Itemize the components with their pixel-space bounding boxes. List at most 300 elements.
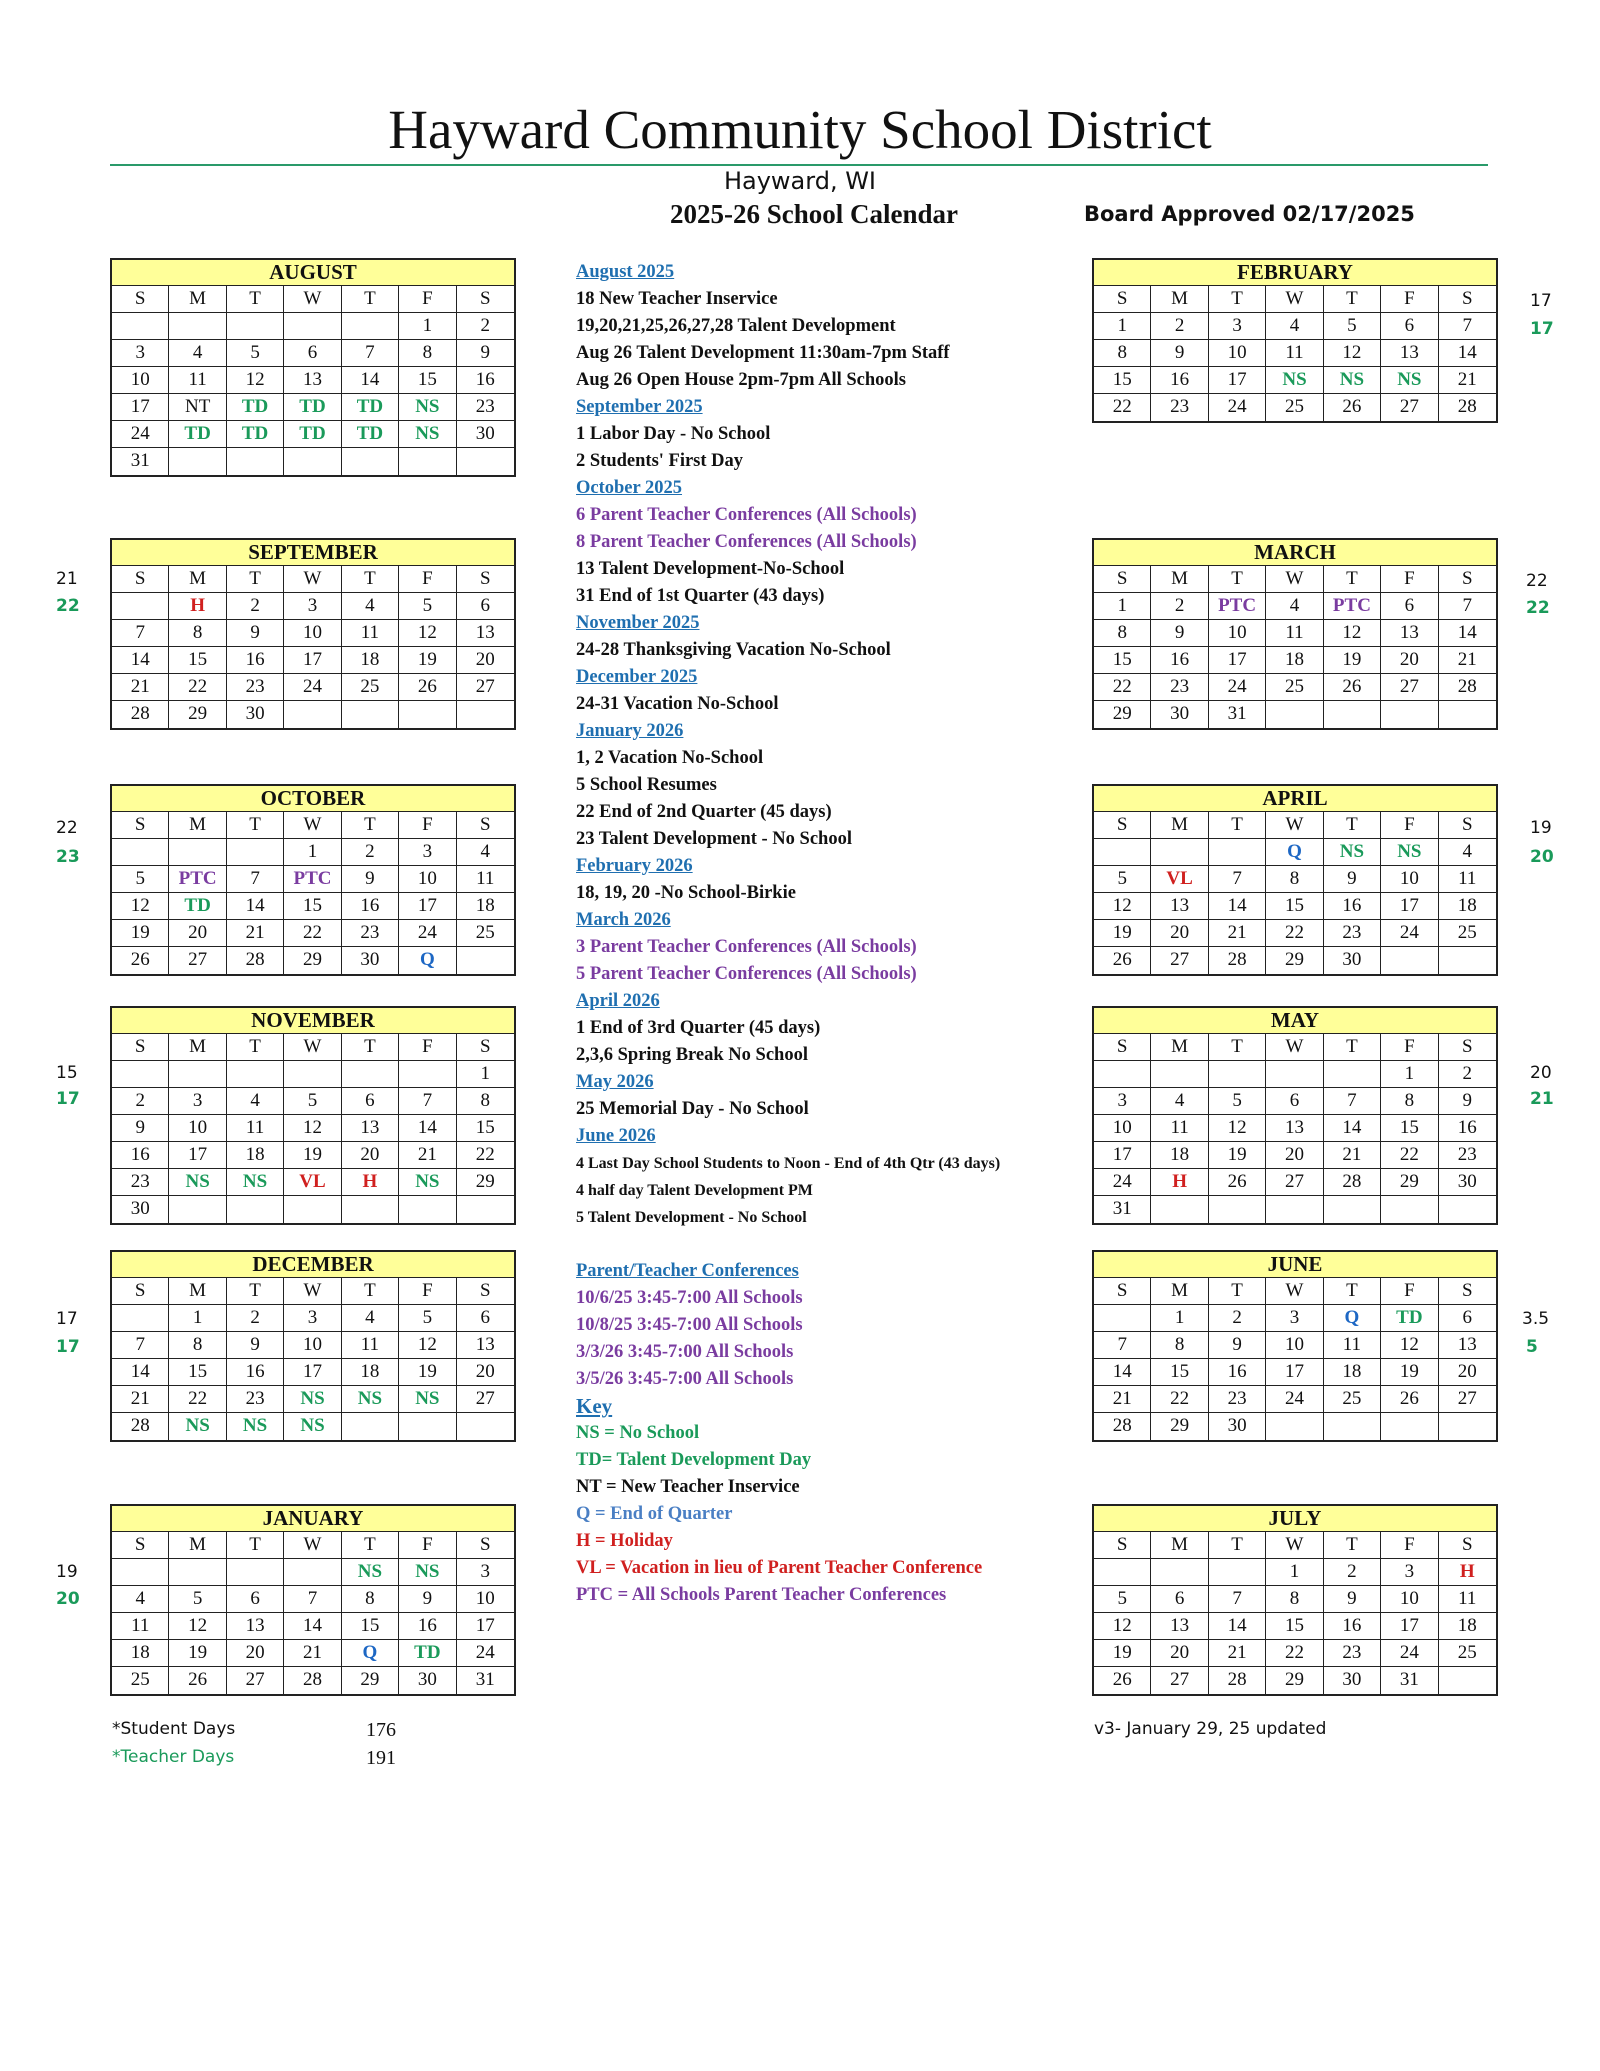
day-cell: 27 bbox=[1381, 674, 1438, 701]
day-cell bbox=[457, 1413, 514, 1440]
day-cell: 7 bbox=[1209, 866, 1266, 893]
day-cell: 11 bbox=[457, 866, 514, 893]
teacher-day-count: 21 bbox=[1530, 1089, 1554, 1109]
weekday-header: S bbox=[1094, 1278, 1151, 1305]
day-cell: 15 bbox=[1094, 647, 1151, 674]
day-cell: 13 bbox=[1151, 893, 1208, 920]
day-cell bbox=[1094, 1559, 1151, 1586]
day-cell: TD bbox=[227, 421, 284, 448]
day-cell: 18 bbox=[342, 1359, 399, 1386]
day-cell: 30 bbox=[1151, 701, 1208, 728]
weekday-header: W bbox=[284, 1278, 341, 1305]
day-cell bbox=[1266, 1061, 1323, 1088]
day-cell bbox=[112, 1559, 169, 1586]
weekday-header: T bbox=[1324, 1532, 1381, 1559]
day-cell: 19 bbox=[399, 1359, 456, 1386]
day-cell: 19 bbox=[169, 1640, 226, 1667]
day-cell: 14 bbox=[399, 1115, 456, 1142]
student-day-count: 19 bbox=[1530, 818, 1552, 838]
day-cell: 1 bbox=[1381, 1061, 1438, 1088]
day-cell: 6 bbox=[457, 1305, 514, 1332]
month-grid bbox=[1094, 1278, 1496, 1440]
day-cell: 3 bbox=[1266, 1305, 1323, 1332]
weekday-header: S bbox=[457, 286, 514, 313]
day-cell bbox=[169, 448, 226, 475]
day-cell: PTC bbox=[169, 866, 226, 893]
day-cell: 13 bbox=[457, 1332, 514, 1359]
day-cell: 30 bbox=[1324, 1667, 1381, 1694]
day-cell: 28 bbox=[1439, 674, 1496, 701]
day-cell: 24 bbox=[399, 920, 456, 947]
weekday-header: M bbox=[169, 286, 226, 313]
day-cell: 25 bbox=[457, 920, 514, 947]
month-grid bbox=[112, 1278, 514, 1440]
day-cell: 18 bbox=[112, 1640, 169, 1667]
teacher-day-count: 20 bbox=[1530, 847, 1554, 867]
weekday-header: S bbox=[1439, 812, 1496, 839]
day-cell: 14 bbox=[1439, 620, 1496, 647]
day-cell bbox=[399, 448, 456, 475]
day-cell: TD bbox=[284, 421, 341, 448]
day-cell: 8 bbox=[1266, 1586, 1323, 1613]
day-cell: 18 bbox=[1324, 1359, 1381, 1386]
weekday-header: T bbox=[1324, 812, 1381, 839]
day-cell: 14 bbox=[1094, 1359, 1151, 1386]
day-cell: 19 bbox=[399, 647, 456, 674]
day-cell: 22 bbox=[1381, 1142, 1438, 1169]
day-cell: 12 bbox=[399, 620, 456, 647]
day-cell: 12 bbox=[1381, 1332, 1438, 1359]
day-cell bbox=[284, 313, 341, 340]
day-cell: 24 bbox=[284, 674, 341, 701]
day-cell: 15 bbox=[1266, 893, 1323, 920]
day-cell: 27 bbox=[1266, 1169, 1323, 1196]
day-cell bbox=[1209, 1061, 1266, 1088]
day-cell: 9 bbox=[1439, 1088, 1496, 1115]
student-days-value: 176 bbox=[366, 1719, 396, 1741]
day-cell bbox=[169, 1196, 226, 1223]
weekday-header: S bbox=[457, 566, 514, 593]
day-cell: 1 bbox=[169, 1305, 226, 1332]
day-cell: 2 bbox=[457, 313, 514, 340]
day-cell: 7 bbox=[1094, 1332, 1151, 1359]
day-cell: 22 bbox=[1266, 1640, 1323, 1667]
note-line: Q = End of Quarter bbox=[576, 1504, 733, 1524]
student-day-count: 19 bbox=[56, 1562, 78, 1582]
day-cell: 12 bbox=[1324, 340, 1381, 367]
day-cell: 16 bbox=[399, 1613, 456, 1640]
day-cell: 19 bbox=[1094, 1640, 1151, 1667]
day-cell: 14 bbox=[112, 647, 169, 674]
day-cell: 2 bbox=[342, 839, 399, 866]
day-cell: 10 bbox=[1209, 620, 1266, 647]
weekday-header: F bbox=[399, 1532, 456, 1559]
day-cell: 19 bbox=[1209, 1142, 1266, 1169]
day-cell: Q bbox=[1266, 839, 1323, 866]
day-cell: 21 bbox=[112, 1386, 169, 1413]
day-cell: 20 bbox=[342, 1142, 399, 1169]
note-line: 4 half day Talent Development PM bbox=[576, 1182, 813, 1199]
weekday-header: F bbox=[1381, 566, 1438, 593]
day-cell: Q bbox=[399, 947, 456, 974]
day-cell: 24 bbox=[112, 421, 169, 448]
weekday-header: T bbox=[342, 812, 399, 839]
day-cell: 3 bbox=[457, 1559, 514, 1586]
version-note: v3- January 29, 25 updated bbox=[1094, 1719, 1327, 1739]
day-cell: 26 bbox=[169, 1667, 226, 1694]
day-cell bbox=[1266, 701, 1323, 728]
weekday-header: S bbox=[1094, 566, 1151, 593]
day-cell: 4 bbox=[1266, 313, 1323, 340]
day-cell bbox=[1266, 1413, 1323, 1440]
day-cell: 17 bbox=[1381, 1613, 1438, 1640]
note-line: 3/3/26 3:45-7:00 All Schools bbox=[576, 1342, 794, 1362]
day-cell bbox=[1094, 839, 1151, 866]
note-line: 1 Labor Day - No School bbox=[576, 424, 771, 444]
day-cell: 22 bbox=[1094, 394, 1151, 421]
day-cell: 9 bbox=[1324, 866, 1381, 893]
day-cell: 6 bbox=[1439, 1305, 1496, 1332]
day-cell: 21 bbox=[1209, 920, 1266, 947]
day-cell: NS bbox=[1381, 367, 1438, 394]
day-cell: VL bbox=[1151, 866, 1208, 893]
day-cell: 16 bbox=[1439, 1115, 1496, 1142]
day-cell: 22 bbox=[1094, 674, 1151, 701]
day-cell: 7 bbox=[112, 1332, 169, 1359]
day-cell: 19 bbox=[1094, 920, 1151, 947]
day-cell bbox=[1266, 1196, 1323, 1223]
day-cell: 26 bbox=[1209, 1169, 1266, 1196]
day-cell: 21 bbox=[1439, 367, 1496, 394]
day-cell bbox=[1324, 1196, 1381, 1223]
day-cell bbox=[284, 1196, 341, 1223]
day-cell: 14 bbox=[342, 367, 399, 394]
board-approved-date: Board Approved 02/17/2025 bbox=[1084, 202, 1415, 226]
day-cell: 15 bbox=[1094, 367, 1151, 394]
day-cell: 24 bbox=[1094, 1169, 1151, 1196]
day-cell: 16 bbox=[457, 367, 514, 394]
note-line: 13 Talent Development-No-School bbox=[576, 559, 845, 579]
day-cell bbox=[112, 593, 169, 620]
day-cell bbox=[169, 1061, 226, 1088]
note-line: 2 Students' First Day bbox=[576, 451, 744, 471]
day-cell: 7 bbox=[399, 1088, 456, 1115]
day-cell: 20 bbox=[457, 1359, 514, 1386]
day-cell: 10 bbox=[169, 1115, 226, 1142]
day-cell: 9 bbox=[227, 620, 284, 647]
day-cell: 20 bbox=[169, 920, 226, 947]
teacher-day-count: 17 bbox=[56, 1337, 80, 1357]
note-line bbox=[576, 1231, 1076, 1258]
month-august bbox=[110, 258, 516, 477]
day-cell: 18 bbox=[227, 1142, 284, 1169]
day-cell bbox=[1381, 701, 1438, 728]
day-cell: 24 bbox=[1266, 1386, 1323, 1413]
day-cell: 2 bbox=[1324, 1559, 1381, 1586]
day-cell bbox=[1324, 1413, 1381, 1440]
day-cell: 17 bbox=[284, 1359, 341, 1386]
notes-section-header: June 2026 bbox=[576, 1126, 656, 1146]
note-line: 5 Parent Teacher Conferences (All Schools) bbox=[576, 964, 917, 984]
day-cell: 24 bbox=[457, 1640, 514, 1667]
day-cell: 20 bbox=[457, 647, 514, 674]
weekday-header: T bbox=[227, 812, 284, 839]
day-cell: 10 bbox=[457, 1586, 514, 1613]
weekday-header: T bbox=[227, 1278, 284, 1305]
day-cell: 4 bbox=[1439, 839, 1496, 866]
teacher-day-count: 17 bbox=[56, 1089, 80, 1109]
day-cell: 11 bbox=[1266, 340, 1323, 367]
day-cell: 23 bbox=[1324, 920, 1381, 947]
day-cell: 16 bbox=[1151, 647, 1208, 674]
weekday-header: M bbox=[1151, 566, 1208, 593]
teacher-day-count: 17 bbox=[1530, 319, 1554, 339]
teacher-days-label: *Teacher Days bbox=[112, 1747, 235, 1767]
day-cell: 27 bbox=[1439, 1386, 1496, 1413]
day-cell: 20 bbox=[1151, 1640, 1208, 1667]
note-line: Aug 26 Talent Development 11:30am-7pm Staff bbox=[576, 343, 950, 363]
day-cell: 15 bbox=[1266, 1613, 1323, 1640]
day-cell: 31 bbox=[475, 1669, 495, 1690]
month-name: DECEMBER bbox=[112, 1252, 514, 1278]
day-cell: Q bbox=[1324, 1305, 1381, 1332]
day-cell: 25 bbox=[1266, 394, 1323, 421]
notes-section-header: April 2026 bbox=[576, 991, 660, 1011]
month-name: NOVEMBER bbox=[112, 1008, 514, 1034]
day-cell bbox=[457, 701, 514, 728]
day-cell: 11 bbox=[342, 1332, 399, 1359]
student-day-count: 15 bbox=[56, 1063, 78, 1083]
day-cell: 24 bbox=[1209, 674, 1266, 701]
weekday-header: W bbox=[284, 1532, 341, 1559]
day-cell: 13 bbox=[1439, 1332, 1496, 1359]
day-cell: 29 bbox=[1094, 701, 1151, 728]
month-december bbox=[110, 1250, 516, 1442]
day-cell: 15 bbox=[284, 893, 341, 920]
day-cell: 22 bbox=[169, 1386, 226, 1413]
note-line: 10/8/25 3:45-7:00 All Schools bbox=[576, 1315, 803, 1335]
day-cell: 25 bbox=[1324, 1386, 1381, 1413]
day-cell: 10 bbox=[1381, 1586, 1438, 1613]
weekday-header: M bbox=[1151, 1278, 1208, 1305]
note-line: 1, 2 Vacation No-School bbox=[576, 748, 764, 768]
day-cell: 13 bbox=[227, 1613, 284, 1640]
weekday-header: F bbox=[399, 812, 456, 839]
day-cell: 12 bbox=[112, 893, 169, 920]
day-cell bbox=[1151, 1061, 1208, 1088]
day-cell: 17 bbox=[399, 893, 456, 920]
day-cell: 5 bbox=[169, 1586, 226, 1613]
day-cell: 11 bbox=[1324, 1332, 1381, 1359]
note-line: 8 Parent Teacher Conferences (All Schools) bbox=[576, 532, 917, 552]
day-cell: 9 bbox=[399, 1586, 456, 1613]
note-line: 23 Talent Development - No School bbox=[576, 829, 852, 849]
day-cell: 5 bbox=[399, 1305, 456, 1332]
note-line: 10/6/25 3:45-7:00 All Schools bbox=[576, 1288, 803, 1308]
day-cell bbox=[399, 1413, 456, 1440]
day-cell: 22 bbox=[1151, 1386, 1208, 1413]
day-cell bbox=[1324, 1061, 1381, 1088]
day-cell bbox=[284, 1559, 341, 1586]
day-cell: 2 bbox=[1151, 313, 1208, 340]
district-title: Hayward Community School District bbox=[388, 99, 1212, 160]
day-cell: 19 bbox=[284, 1142, 341, 1169]
day-cell: 17 bbox=[169, 1142, 226, 1169]
day-cell: PTC bbox=[284, 866, 341, 893]
day-cell bbox=[1151, 1559, 1208, 1586]
day-cell: NS bbox=[1381, 839, 1438, 866]
day-cell: 19 bbox=[1381, 1359, 1438, 1386]
day-cell: 1 bbox=[457, 1061, 514, 1088]
day-cell: H bbox=[1439, 1559, 1496, 1586]
day-cell: 9 bbox=[1151, 620, 1208, 647]
day-cell: 16 bbox=[1209, 1359, 1266, 1386]
weekday-header: S bbox=[1094, 1532, 1151, 1559]
day-cell: NS bbox=[399, 421, 456, 448]
weekday-header: S bbox=[112, 812, 169, 839]
day-cell: 21 bbox=[1439, 647, 1496, 674]
day-cell bbox=[1151, 1196, 1208, 1223]
day-cell: 30 bbox=[457, 421, 514, 448]
weekday-header: T bbox=[227, 1532, 284, 1559]
day-cell: 12 bbox=[169, 1613, 226, 1640]
day-cell: 6 bbox=[284, 340, 341, 367]
day-cell: 1 bbox=[1266, 1559, 1323, 1586]
day-cell: 12 bbox=[399, 1332, 456, 1359]
month-january bbox=[110, 1504, 516, 1696]
day-cell: NS bbox=[399, 1169, 456, 1196]
day-cell: 14 bbox=[227, 893, 284, 920]
day-cell: 8 bbox=[342, 1586, 399, 1613]
weekday-header: S bbox=[112, 1034, 169, 1061]
day-cell: TD bbox=[169, 421, 226, 448]
day-cell: 23 bbox=[1439, 1142, 1496, 1169]
weekday-header: F bbox=[399, 566, 456, 593]
month-name: JULY bbox=[1094, 1506, 1496, 1532]
day-cell: 27 bbox=[1381, 394, 1438, 421]
day-cell: 14 bbox=[112, 1359, 169, 1386]
month-april bbox=[1092, 784, 1498, 976]
day-cell: TD bbox=[284, 394, 341, 421]
note-line: 31 End of 1st Quarter (43 days) bbox=[576, 586, 825, 606]
day-cell: 29 bbox=[457, 1169, 514, 1196]
student-day-count: 20 bbox=[1530, 1063, 1552, 1083]
day-cell: 28 bbox=[1457, 396, 1477, 417]
day-cell: 13 bbox=[457, 620, 514, 647]
weekday-header: W bbox=[284, 1034, 341, 1061]
day-cell: 23 bbox=[1209, 1386, 1266, 1413]
teacher-day-count: 22 bbox=[56, 596, 80, 616]
day-cell: 28 bbox=[1209, 947, 1266, 974]
teacher-day-count: 5 bbox=[1526, 1337, 1538, 1357]
day-cell: 16 bbox=[112, 1142, 169, 1169]
day-cell bbox=[112, 313, 169, 340]
day-cell: 31 bbox=[1209, 701, 1266, 728]
weekday-header: W bbox=[1266, 812, 1323, 839]
day-cell: 3 bbox=[169, 1088, 226, 1115]
day-cell: 10 bbox=[1381, 866, 1438, 893]
day-cell: 25 bbox=[112, 1667, 169, 1694]
weekday-header: M bbox=[169, 1278, 226, 1305]
day-cell: 4 bbox=[1266, 593, 1323, 620]
day-cell: 31 bbox=[1381, 1667, 1438, 1694]
day-cell bbox=[112, 1305, 169, 1332]
note-line: Aug 26 Open House 2pm-7pm All Schools bbox=[576, 370, 906, 390]
weekday-header: F bbox=[399, 1278, 456, 1305]
weekday-header: W bbox=[284, 566, 341, 593]
day-cell: NS bbox=[284, 1413, 341, 1440]
note-line: 4 Last Day School Students to Noon - End of 4th Qtr (43 days) bbox=[576, 1155, 1001, 1172]
month-november bbox=[110, 1006, 516, 1225]
day-cell: 11 bbox=[342, 620, 399, 647]
note-line: VL = Vacation in lieu of Parent Teacher Conference bbox=[576, 1558, 983, 1578]
day-cell: 8 bbox=[1381, 1088, 1438, 1115]
day-cell: 21 bbox=[1324, 1142, 1381, 1169]
day-cell: 16 bbox=[227, 1359, 284, 1386]
day-cell bbox=[1439, 701, 1496, 728]
day-cell: 21 bbox=[112, 674, 169, 701]
note-line: NT = New Teacher Inservice bbox=[576, 1477, 800, 1497]
day-cell: VL bbox=[284, 1169, 341, 1196]
day-cell: 9 bbox=[342, 866, 399, 893]
weekday-header: T bbox=[342, 286, 399, 313]
day-cell: TD bbox=[169, 893, 226, 920]
day-cell: 8 bbox=[1266, 866, 1323, 893]
day-cell: 27 bbox=[227, 1667, 284, 1694]
day-cell: 30 bbox=[1209, 1413, 1266, 1440]
weekday-header: S bbox=[1094, 812, 1151, 839]
day-cell: 12 bbox=[227, 367, 284, 394]
day-cell bbox=[1381, 947, 1438, 974]
day-cell: 11 bbox=[1266, 620, 1323, 647]
day-cell: NT bbox=[169, 394, 226, 421]
day-cell: 9 bbox=[1209, 1332, 1266, 1359]
day-cell: 3 bbox=[284, 1305, 341, 1332]
day-cell: 17 bbox=[1209, 647, 1266, 674]
notes-section-header: November 2025 bbox=[576, 613, 700, 633]
day-cell: 21 bbox=[1209, 1640, 1266, 1667]
day-cell: 8 bbox=[1094, 620, 1151, 647]
day-cell: 4 bbox=[169, 340, 226, 367]
weekday-header: S bbox=[112, 1532, 169, 1559]
note-line: 18 New Teacher Inservice bbox=[576, 289, 778, 309]
day-cell: TD bbox=[342, 394, 399, 421]
day-cell: 13 bbox=[1381, 340, 1438, 367]
month-name: SEPTEMBER bbox=[112, 540, 514, 566]
note-line: NS = No School bbox=[576, 1423, 700, 1443]
day-cell: 10 bbox=[1094, 1115, 1151, 1142]
day-cell bbox=[227, 448, 284, 475]
day-cell: 14 bbox=[1324, 1115, 1381, 1142]
weekday-header: F bbox=[1381, 812, 1438, 839]
day-cell: 13 bbox=[1266, 1115, 1323, 1142]
note-line: 6 Parent Teacher Conferences (All Schools) bbox=[576, 505, 917, 525]
weekday-header: T bbox=[227, 286, 284, 313]
weekday-header: W bbox=[1266, 1278, 1323, 1305]
day-cell: 14 bbox=[1209, 1613, 1266, 1640]
day-cell: 18 bbox=[342, 647, 399, 674]
notes-section-header: December 2025 bbox=[576, 667, 698, 687]
day-cell: 27 bbox=[457, 1386, 514, 1413]
day-cell: 28 bbox=[284, 1667, 341, 1694]
day-cell: 19 bbox=[1324, 647, 1381, 674]
day-cell bbox=[1094, 1305, 1151, 1332]
day-cell: 11 bbox=[1151, 1115, 1208, 1142]
day-cell: 11 bbox=[1439, 866, 1496, 893]
day-cell: 17 bbox=[1094, 1142, 1151, 1169]
month-name: MARCH bbox=[1094, 540, 1496, 566]
day-cell: 3 bbox=[1094, 1088, 1151, 1115]
